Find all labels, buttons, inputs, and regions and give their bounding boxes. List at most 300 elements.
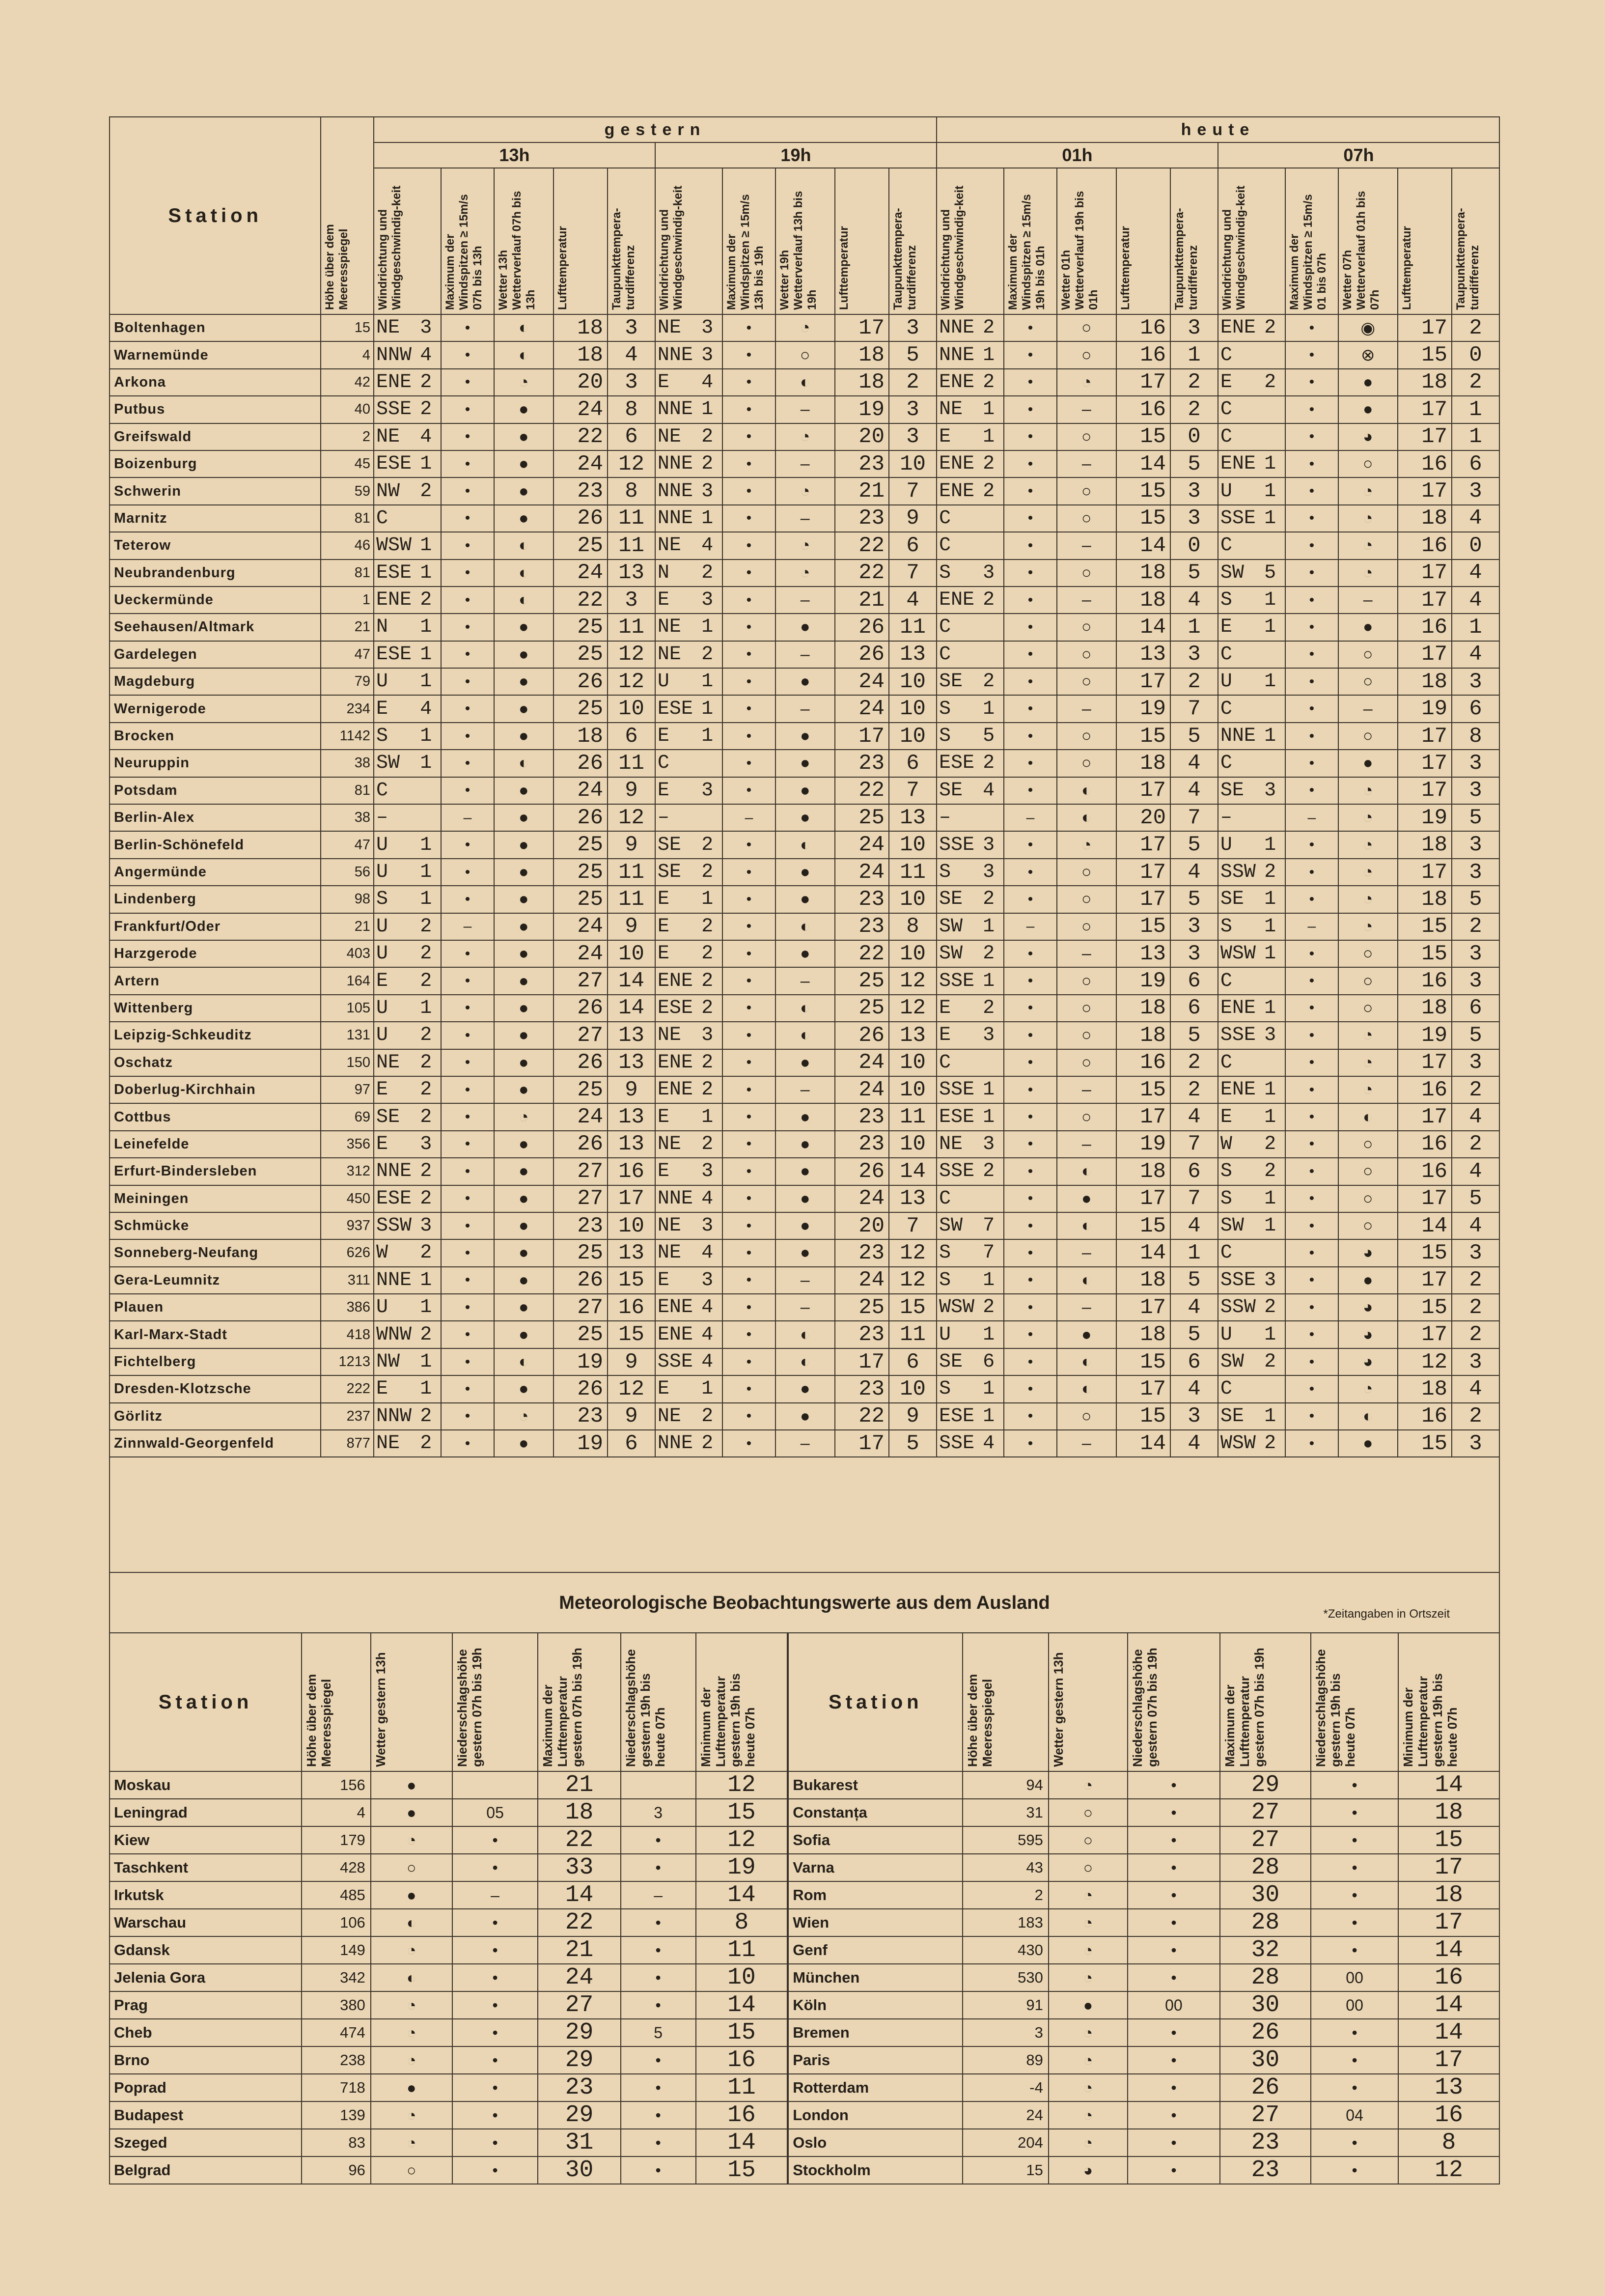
wind-direction-01: C [939,1187,951,1210]
wind-19 [655,859,722,886]
wind-speed-13: 4 [420,698,432,720]
wind-direction-07: S [1220,915,1232,938]
dewpoint-diff-19: 11 [889,1321,937,1348]
wind-direction-07: E [1220,1106,1232,1128]
dewpoint-diff-01: 5 [1170,1267,1218,1294]
wind-13 [374,341,441,368]
station-name: Fichtelberg [110,1348,321,1375]
wind-speed-13: 3 [420,317,432,339]
wind-max-07: • [1285,1321,1338,1348]
wind-max-01: – [1004,913,1057,940]
foreign-right-min-temp: 8 [1398,2129,1499,2156]
foreign-right-min-temp: 17 [1398,1909,1499,1936]
wind-speed-13: 2 [420,1106,432,1128]
wind-speed-13: 1 [420,534,432,557]
weather-symbol-19: ● [775,614,835,641]
wind-speed-13: 2 [420,589,432,612]
f-col-max-left: Maximum der Lufttemperatur gestern 07h bis 19h [538,1633,620,1771]
wind-direction-13: S [376,725,388,748]
foreign-right-station-name: Genf [788,1936,963,1964]
dewpoint-diff-13: 11 [608,750,655,777]
dewpoint-diff-01: 4 [1170,1430,1218,1457]
wind-direction-19: E [657,725,669,748]
f-col-nied2-right: Niederschlagshöhe gestern 19h bis heute 07h [1311,1633,1398,1771]
dewpoint-diff-19: 6 [889,532,937,559]
weather-symbol-13: ● [494,995,553,1022]
station-name: Boltenhagen [110,314,321,341]
foreign-right-precip-night: • [1311,2074,1398,2101]
air-temp-07: 17 [1398,1321,1452,1348]
wind-13 [374,423,441,450]
dewpoint-diff-13: 13 [608,1103,655,1130]
foreign-left-weather-symbol: ◔ [371,2046,452,2074]
wind-13 [374,1022,441,1049]
wind-01 [937,505,1004,532]
wind-07 [1218,913,1285,940]
station-name: Neubrandenburg [110,560,321,587]
station-name: Meiningen [110,1185,321,1212]
air-temp-01: 15 [1116,477,1170,504]
wind-max-07: • [1285,831,1338,858]
weather-symbol-19: ◐ [775,1348,835,1375]
weather-symbol-07: ⊗ [1338,341,1398,368]
wind-speed-19: 1 [701,507,714,530]
wind-direction-13: ESE [376,1187,412,1210]
dewpoint-diff-13: 3 [608,587,655,614]
air-temp-13: 25 [553,1076,608,1103]
wind-direction-07: C [1220,1051,1232,1074]
wind-max-19: • [722,1239,775,1266]
wind-01 [937,967,1004,994]
air-temp-01: 18 [1116,750,1170,777]
air-temp-19: 23 [835,1375,889,1402]
foreign-right-weather-symbol: ◔ [1049,2046,1128,2074]
wind-max-13: • [441,1375,494,1402]
wind-max-07: • [1285,1348,1338,1375]
wind-direction-01: SSE [939,1160,974,1183]
air-temp-01: 17 [1116,1185,1170,1212]
station-row [110,396,1499,423]
foreign-right-station-height: 430 [963,1936,1048,1964]
air-temp-07: 12 [1398,1348,1452,1375]
wind-max-19: • [722,450,775,477]
air-temp-19: 23 [835,1103,889,1130]
wind-speed-19: 1 [701,1378,714,1400]
wind-direction-01: SSE [939,1432,974,1455]
dewpoint-diff-19: 10 [889,450,937,477]
wind-speed-13: 1 [420,671,432,693]
dewpoint-diff-19: 7 [889,477,937,504]
air-temp-19: 23 [835,1321,889,1348]
wind-max-07: • [1285,1076,1338,1103]
foreign-left-weather-symbol: ○ [371,1854,452,1881]
weather-symbol-07: ◔ [1338,560,1398,587]
wind-max-19: • [722,614,775,641]
dewpoint-diff-01: 6 [1170,995,1218,1022]
station-height: 40 [321,396,374,423]
wind-max-01: • [1004,477,1057,504]
weather-symbol-07: ● [1338,369,1398,396]
weather-symbol-01: ○ [1057,913,1116,940]
wind-max-19: • [722,777,775,804]
dewpoint-diff-19: 3 [889,423,937,450]
foreign-row [110,1881,1499,1909]
dewpoint-diff-07: 4 [1452,1375,1499,1402]
weather-symbol-07: ◔ [1338,1375,1398,1402]
weather-symbol-01: ○ [1057,967,1116,994]
wind-19 [655,1022,722,1049]
air-temp-07: 15 [1398,940,1452,967]
station-row [110,886,1499,913]
foreign-left-station-height: 83 [302,2129,371,2156]
wind-19 [655,668,722,695]
foreign-left-station-name: Brno [110,2046,302,2074]
foreign-left-station-height: 4 [302,1799,371,1826]
wind-direction-19: NNE [657,398,693,421]
wind-max-13: • [441,1049,494,1076]
wind-19 [655,913,722,940]
foreign-left-precip-night: • [621,2101,696,2129]
wind-direction-07: C [1220,398,1232,421]
air-temp-07: 17 [1398,1267,1452,1294]
wind-max-19: • [722,341,775,368]
col-wetter-19: Wetter 19h Wetterverlauf 13h bis 19h [775,168,835,314]
wind-max-01: • [1004,1022,1057,1049]
weather-symbol-01: ○ [1057,859,1116,886]
wind-max-07: • [1285,695,1338,722]
air-temp-13: 19 [553,1348,608,1375]
weather-symbol-13: ● [494,1321,553,1348]
station-row [110,804,1499,831]
weather-symbol-13: ● [494,614,553,641]
air-temp-13: 24 [553,396,608,423]
weather-symbol-07: ○ [1338,1158,1398,1185]
wind-direction-01: S [939,1378,951,1400]
wind-max-01: • [1004,940,1057,967]
wind-max-13: • [441,1076,494,1103]
wind-max-01: • [1004,1103,1057,1130]
air-temp-07: 16 [1398,1076,1452,1103]
air-temp-01: 14 [1116,614,1170,641]
station-row [110,614,1499,641]
dewpoint-diff-01: 6 [1170,1158,1218,1185]
wind-direction-01: NE [939,398,963,421]
wind-07 [1218,1158,1285,1185]
air-temp-01: 14 [1116,1239,1170,1266]
dewpoint-diff-19: 10 [889,1049,937,1076]
air-temp-07: 17 [1398,423,1452,450]
wind-speed-01: 1 [983,1106,995,1128]
air-temp-07: 16 [1398,1131,1452,1158]
dewpoint-diff-01: 3 [1170,1403,1218,1430]
air-temp-19: 26 [835,641,889,668]
air-temp-07: 18 [1398,1375,1452,1402]
air-temp-07: 16 [1398,532,1452,559]
wind-max-13: • [441,1158,494,1185]
dewpoint-diff-07: 4 [1452,1212,1499,1239]
wind-speed-01: 1 [983,698,995,720]
weather-symbol-01: – [1057,1239,1116,1266]
station-row [110,831,1499,858]
dewpoint-diff-07: 3 [1452,477,1499,504]
foreign-left-weather-symbol: ● [371,1771,452,1799]
station-row [110,1403,1499,1430]
foreign-left-precip-night: • [621,2074,696,2101]
wind-max-07: • [1285,777,1338,804]
dewpoint-diff-19: 2 [889,369,937,396]
wind-13 [374,967,441,994]
dewpoint-diff-01: 3 [1170,505,1218,532]
station-row [110,505,1499,532]
wind-max-07: • [1285,314,1338,341]
weather-symbol-19: ● [775,1375,835,1402]
weather-symbol-07: ◐ [1338,1403,1398,1430]
weather-symbol-07: ◔ [1338,913,1398,940]
dewpoint-diff-01: 4 [1170,777,1218,804]
weather-symbol-13: ● [494,1267,553,1294]
weather-symbol-19: ◔ [775,314,835,341]
wind-speed-13: 1 [420,453,432,476]
wind-direction-19: ENE [657,970,693,992]
foreign-right-station-name: München [788,1964,963,1991]
weather-symbol-07: ○ [1338,1131,1398,1158]
wind-direction-07: SE [1220,888,1244,911]
wind-direction-01: WSW [939,1296,974,1319]
dewpoint-diff-19: 11 [889,614,937,641]
wind-max-19: • [722,913,775,940]
wind-max-07: • [1285,450,1338,477]
wind-direction-13: NNW [376,344,412,366]
weather-symbol-07: ○ [1338,641,1398,668]
dewpoint-diff-19: 12 [889,967,937,994]
dewpoint-diff-07: 2 [1452,1294,1499,1321]
wind-19 [655,477,722,504]
wind-19 [655,1239,722,1266]
wind-speed-13: 2 [420,398,432,421]
foreign-right-station-name: Köln [788,1991,963,2019]
wind-19 [655,967,722,994]
wind-speed-19: 3 [701,1269,714,1291]
wind-speed-01: 6 [983,1351,995,1373]
wind-max-19: • [722,1403,775,1430]
wind-max-07: • [1285,940,1338,967]
wind-13 [374,695,441,722]
wind-13 [374,1185,441,1212]
wind-max-01: • [1004,886,1057,913]
foreign-right-precip-day: • [1128,1799,1220,1826]
foreign-right-min-temp: 12 [1398,2156,1499,2184]
air-temp-19: 23 [835,886,889,913]
weather-symbol-01: ○ [1057,886,1116,913]
dewpoint-diff-13: 13 [608,560,655,587]
wind-max-13: • [441,1430,494,1457]
dewpoint-diff-07: 1 [1452,614,1499,641]
wind-max-13: • [441,1321,494,1348]
wind-direction-07: S [1220,589,1232,612]
wind-07 [1218,1294,1285,1321]
weather-symbol-19: ● [775,1239,835,1266]
foreign-row [110,1771,1499,1799]
wind-13 [374,1321,441,1348]
foreign-right-min-temp: 16 [1398,2101,1499,2129]
domestic-table [109,116,1500,1457]
wind-13 [374,940,441,967]
foreign-title-bar [109,1572,1500,1633]
station-row [110,1049,1499,1076]
wind-speed-01: 1 [983,1269,995,1291]
air-temp-19: 17 [835,314,889,341]
wind-speed-13: 2 [420,1187,432,1210]
col-wetter-13: Wetter 13h Wetterverlauf 07h bis 13h [494,168,553,314]
foreign-left-precip-day: • [452,1826,538,1854]
dewpoint-diff-13: 9 [608,1076,655,1103]
air-temp-13: 25 [553,831,608,858]
foreign-left-precip-day: – [452,1881,538,1909]
wind-speed-19: 4 [701,1351,714,1373]
time-19h: 19h [655,142,937,168]
weather-symbol-13: ● [494,450,553,477]
weather-symbol-07: ◕ [1338,423,1398,450]
weather-symbol-19: ◔ [775,477,835,504]
wind-speed-01: 2 [983,453,995,476]
dewpoint-diff-07: 3 [1452,940,1499,967]
wind-direction-01: C [939,1051,951,1074]
dewpoint-diff-01: 5 [1170,723,1218,750]
dewpoint-diff-13: 4 [608,341,655,368]
station-row [110,1022,1499,1049]
station-row [110,1103,1499,1130]
foreign-right-precip-day: • [1128,2101,1220,2129]
wind-max-19: • [722,1076,775,1103]
weather-symbol-13: ● [494,859,553,886]
wind-01 [937,396,1004,423]
foreign-left-station-name: Prag [110,1991,302,2019]
weather-symbol-13: ● [494,641,553,668]
dewpoint-diff-07: 4 [1452,641,1499,668]
col-max-19: Maximum der Windspitzen ≥ 15m/s 13h bis 19h [722,168,775,314]
air-temp-13: 27 [553,1158,608,1185]
dewpoint-diff-07: 5 [1452,1185,1499,1212]
air-temp-19: 26 [835,1022,889,1049]
wind-speed-13: 2 [420,915,432,938]
wind-direction-07: U [1220,1323,1232,1346]
foreign-left-min-temp: 15 [696,1799,788,1826]
station-name: Marnitz [110,505,321,532]
wind-speed-13: 2 [420,1405,432,1428]
air-temp-07: 17 [1398,1103,1452,1130]
wind-07 [1218,614,1285,641]
wind-max-07: • [1285,967,1338,994]
dewpoint-diff-07: 4 [1452,560,1499,587]
station-height: 42 [321,369,374,396]
wind-max-01: • [1004,1185,1057,1212]
wind-direction-01: ENE [939,480,974,503]
wind-max-13: • [441,995,494,1022]
wind-max-01: • [1004,750,1057,777]
weather-symbol-19: – [775,587,835,614]
dewpoint-diff-19: 7 [889,1212,937,1239]
wind-direction-07: C [1220,970,1232,992]
foreign-left-precip-day: • [452,2074,538,2101]
dewpoint-diff-01: 5 [1170,450,1218,477]
wind-19 [655,1375,722,1402]
weather-symbol-19: ◐ [775,369,835,396]
dewpoint-diff-07: 4 [1452,505,1499,532]
weather-symbol-07: ◔ [1338,477,1398,504]
weather-symbol-01: ○ [1057,641,1116,668]
air-temp-07: 16 [1398,967,1452,994]
foreign-right-precip-day: • [1128,2046,1220,2074]
wind-max-13: • [441,505,494,532]
wind-direction-19: NNE [657,1432,693,1455]
foreign-left-min-temp: 11 [696,1936,788,1964]
wind-max-07: • [1285,641,1338,668]
foreign-right-weather-symbol: ○ [1049,1826,1128,1854]
station-row [110,723,1499,750]
wind-19 [655,1103,722,1130]
wind-19 [655,1131,722,1158]
station-height: 237 [321,1403,374,1430]
wind-speed-13: 1 [420,725,432,748]
air-temp-13: 25 [553,641,608,668]
foreign-left-weather-symbol: ◔ [371,2101,452,2129]
wind-01 [937,341,1004,368]
foreign-left-station-name: Jelenia Gora [110,1964,302,1991]
wind-01 [937,695,1004,722]
wind-direction-13: SW [376,752,400,775]
wind-max-01: • [1004,967,1057,994]
wind-direction-07: S [1220,1187,1232,1210]
weather-symbol-19: – [775,1267,835,1294]
weather-symbol-19: – [775,967,835,994]
foreign-left-weather-symbol: ◔ [371,1936,452,1964]
foreign-right-weather-symbol: ◔ [1049,1964,1128,1991]
wind-speed-13: 2 [420,1160,432,1183]
dewpoint-diff-07: 4 [1452,1158,1499,1185]
air-temp-01: 17 [1116,369,1170,396]
air-temp-01: 16 [1116,341,1170,368]
station-name: Dresden-Klotzsche [110,1375,321,1402]
wind-direction-13: ESE [376,453,412,476]
wind-speed-19: 2 [701,997,714,1019]
f-col-max-right: Maximum der Lufttemperatur gestern 07h bis 19h [1220,1633,1311,1771]
foreign-right-max-temp: 30 [1220,1991,1311,2019]
foreign-left-max-temp: 29 [538,2019,620,2046]
air-temp-13: 26 [553,668,608,695]
weather-symbol-07: ○ [1338,1212,1398,1239]
weather-symbol-07: ◕ [1338,1294,1398,1321]
air-temp-07: 17 [1398,1185,1452,1212]
wind-direction-07: U [1220,834,1232,856]
dewpoint-diff-07: 2 [1452,1076,1499,1103]
wind-direction-01: NNE [939,344,974,366]
wind-19 [655,1185,722,1212]
foreign-row [110,2019,1499,2046]
foreign-right-station-name: Rom [788,1881,963,1909]
foreign-left-station-name: Leningrad [110,1799,302,1826]
station-name: Berlin-Schönefeld [110,831,321,858]
dewpoint-diff-13: 10 [608,1212,655,1239]
wind-direction-13: NNE [376,1160,412,1183]
wind-speed-13: 1 [420,1269,432,1291]
col-max-13: Maximum der Windspitzen ≥ 15m/s 07h bis 13h [441,168,494,314]
col-temp-19: Lufttemperatur [835,168,889,314]
dewpoint-diff-01: 6 [1170,1348,1218,1375]
wind-direction-07: SSW [1220,861,1256,883]
wind-13 [374,1158,441,1185]
station-height: 150 [321,1049,374,1076]
foreign-right-max-temp: 30 [1220,1881,1311,1909]
